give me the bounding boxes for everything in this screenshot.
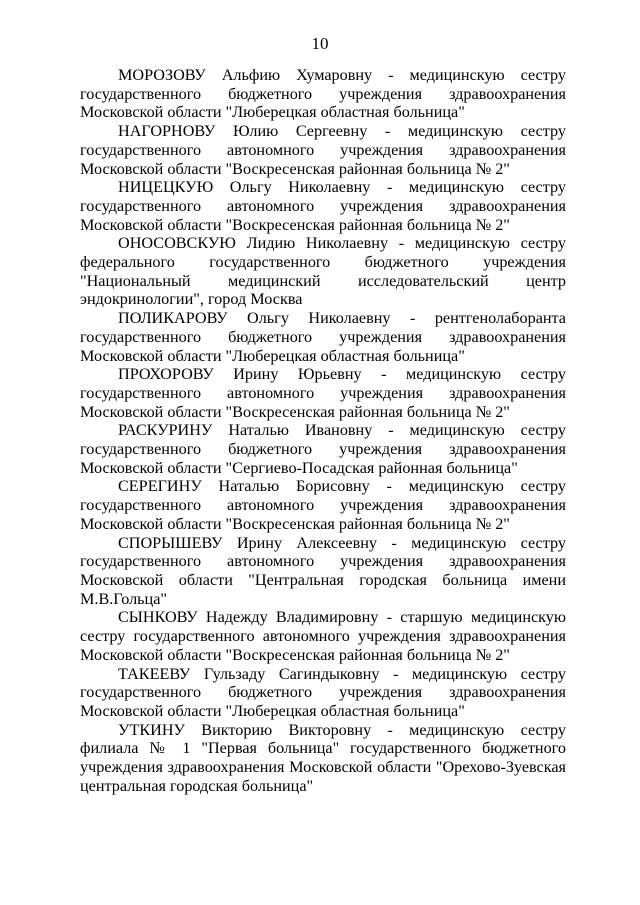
page-number: 10 (311, 34, 329, 53)
list-item: ПОЛИКАРОВУ Ольгу Николаевну - рентгенолаборанта государственного бюджетного учреждения здравоохранения Московской области "Люберецкая областная больница" (80, 309, 566, 365)
list-item: СПОРЫШЕВУ Ирину Алексеевну - медицинскую сестру государственного автономного учреждения здравоохранения Московской области "Центральная городская больница имени М.В.Гольца" (80, 533, 566, 608)
list-item: ТАКЕЕВУ Гульзаду Сагиндыковну - медицинскую сестру государственного бюджетного учреждения здравоохранения Московской области "Люберецкая областная больница" (80, 664, 566, 720)
list-item: РАСКУРИНУ Наталью Ивановну - медицинскую сестру государственного бюджетного учреждения здравоохранения Московской области "Сергиево-Посадская районная больница" (80, 421, 566, 477)
list-item: ПРОХОРОВУ Ирину Юрьевну - медицинскую сестру государственного автономного учреждения здравоохранения Московской области "Воскресенская районная больница № 2" (80, 365, 566, 421)
list-item: НАГОРНОВУ Юлию Сергеевну - медицинскую сестру государственного автономного учреждения здравоохранения Московской области "Воскресенская районная больница № 2" (80, 122, 566, 178)
list-item: СЕРЕГИНУ Наталью Борисовну - медицинскую сестру государственного автономного учреждения здравоохранения Московской области "Воскресенская районная больница № 2" (80, 477, 566, 533)
list-item: СЫНКОВУ Надежду Владимировну - старшую медицинскую сестру государственного автономного учреждения здравоохранения Московской области "Воскресенская районная больница № 2" (80, 608, 566, 664)
list-item: МОРОЗОВУ Альфию Хумаровну - медицинскую сестру государственного бюджетного учреждения здравоохранения Московской области "Люберецкая областная больница" (80, 66, 566, 122)
list-item: НИЦЕЦКУЮ Ольгу Николаевну - медицинскую сестру государственного автономного учреждения здравоохранения Московской области "Воскресенская районная больница № 2" (80, 178, 566, 234)
award-list (80, 66, 566, 795)
list-item: УТКИНУ Викторию Викторовну - медицинскую сестру филиала № 1 "Первая больница" государственного бюджетного учреждения здравоохранения Московской области "Орехово-Зуевская центральная городская больница" (80, 720, 566, 795)
list-item: ОНОСОВСКУЮ Лидию Николаевну - медицинскую сестру федерального государственного бюджетного учреждения "Национальный медицинский исследовательский центр эндокринологии", город Москва (80, 234, 566, 309)
